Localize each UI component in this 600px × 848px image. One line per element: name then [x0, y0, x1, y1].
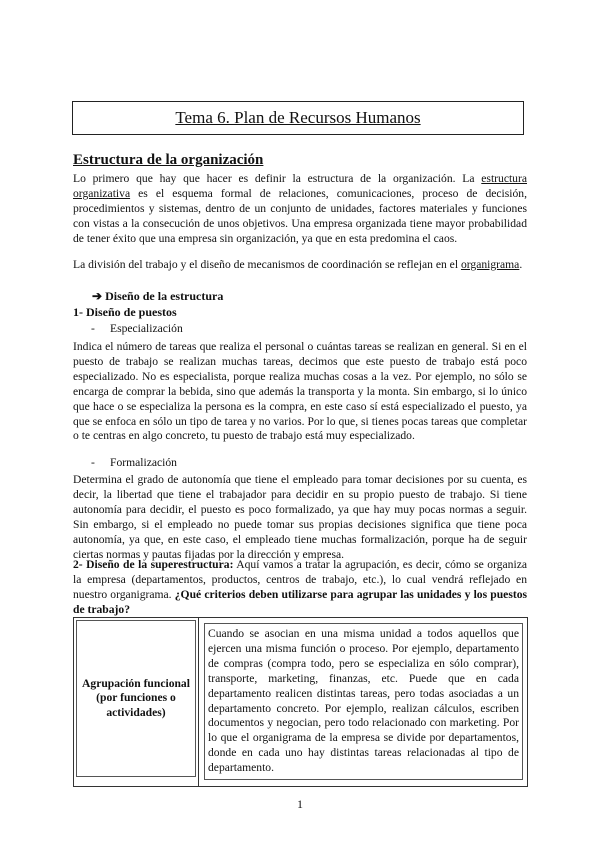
structure-design-label: Diseño de la estructura: [105, 289, 224, 303]
superstructure-label: 2- Diseño de la superestructura:: [73, 558, 234, 571]
document-title: Tema 6. Plan de Recursos Humanos: [175, 108, 421, 127]
table-row: [74, 618, 528, 787]
arrow-right-icon: ➔: [92, 289, 103, 303]
page-number: 1: [297, 797, 303, 811]
functional-grouping-description: Cuando se asocian en una misma unidad a todos aquellos que ejercen una misma función o proceso. Por ejemplo, departamento de compras (compra todo, pero se especializa en sólo comprar), transporte, marketing, finanzas, etc. Puede que en cada departamento realicen distintas tareas, pero todas asociadas a un departamento concreto. Por ejemplo, realizan cálculos, escriben documentos y negocian, pero todo relacionado con marketing. Por lo que el organigrama de la empresa se divide por departamentos, donde en cada uno hay distintas tareas relacionadas al tipo de departamento.: [204, 623, 523, 780]
intro-text-a: Lo primero que hay que hacer es definir la estructura de la organización. La: [73, 172, 482, 185]
term-organigrama: organigrama: [460, 258, 520, 271]
superstructure-question: ¿Qué criterios deben utilizarse para agrupar las unidades y los puestos de trabajo?: [73, 587, 528, 616]
intro-text-b: es el esquema formal de relaciones, comunicaciones, proceso de decisión, procedimientos y sistemas, dentro de un conjunto de unidades, factores materiales y funciones con vistas a la consecución de unos objetivos. Una empresa organizada tiene mayor probabilidad de tener éxito que una empresa sin organización, ya que en esta predomina el caos.: [73, 186, 527, 245]
title-box: [72, 101, 524, 135]
organigrama-text-b: .: [519, 258, 523, 271]
table-cell-criterion: [74, 618, 199, 787]
especializacion-paragraph: Indica el número de tareas que realiza el personal o cuántas tareas se realizan en general. Si en el puesto de trabajo se realizan muchas tareas, decimos que este puesto de trabajo está poco especializado. No es especialista, porque realiza muchas cosas a la vez. Por ejemplo, no sólo se encarga de comprar la bebida, sino que además la transporta y la monta. Sin embargo, si lo único que hace o se especializa la persona es la compra, en este caso sí está especializado el puesto, ya que se enfoca en sólo un tipo de tarea y no varios. Por lo que, si tienes pocas tareas que completar o te centras en algo concreto, tu puesto de trabajo está muy especializado.: [73, 340, 527, 443]
organigrama-text-a: La división del trabajo y el diseño de mecanismos de coordinación se reflejan en el: [73, 258, 461, 271]
bullet-especializacion-label: Especialización: [110, 322, 183, 335]
organigrama-paragraph: [73, 258, 527, 273]
dash-bullet: -: [91, 322, 95, 335]
functional-grouping-label: Agrupación funcional (por funciones o actividades): [76, 620, 196, 777]
bullet-formalizacion-label: Formalización: [110, 456, 177, 469]
grouping-table: [73, 617, 528, 787]
section-heading: Estructura de la organización: [73, 152, 264, 168]
dash-bullet: -: [91, 456, 95, 469]
term-estructura-organizativa: estructura organizativa: [73, 172, 527, 200]
formalizacion-paragraph: Determina el grado de autonomía que tiene el empleado para tomar decisiones por su cuenta, es decir, la libertad que tiene el trabajador para decidir en su propio puesto de trabajo. Si tiene autonomía para decidir, el puesto es poco formalizado, ya que hay muy pocas normas a seguir. Sin embargo, si el empleado no puede tomar sus propias decisiones significa que tiene poca autonomía, ya que, en este caso, el empleado tiene muchas formalización, porque ha de seguir ciertas normas y pautas fijadas por la dirección y empresa.: [73, 473, 527, 561]
superstructure-paragraph: [73, 558, 527, 618]
table-cell-description: [199, 618, 528, 787]
job-design-heading: 1- Diseño de puestos: [73, 305, 177, 319]
intro-paragraph: [73, 172, 527, 247]
structure-design-heading: [92, 289, 223, 304]
superstructure-text: Aquí vamos a tratar la agrupación, es decir, cómo se organiza la empresa (departamentos, productos, centros de trabajo, etc.), lo cual vendrá reflejado en nuestro organigrama.: [73, 558, 527, 601]
